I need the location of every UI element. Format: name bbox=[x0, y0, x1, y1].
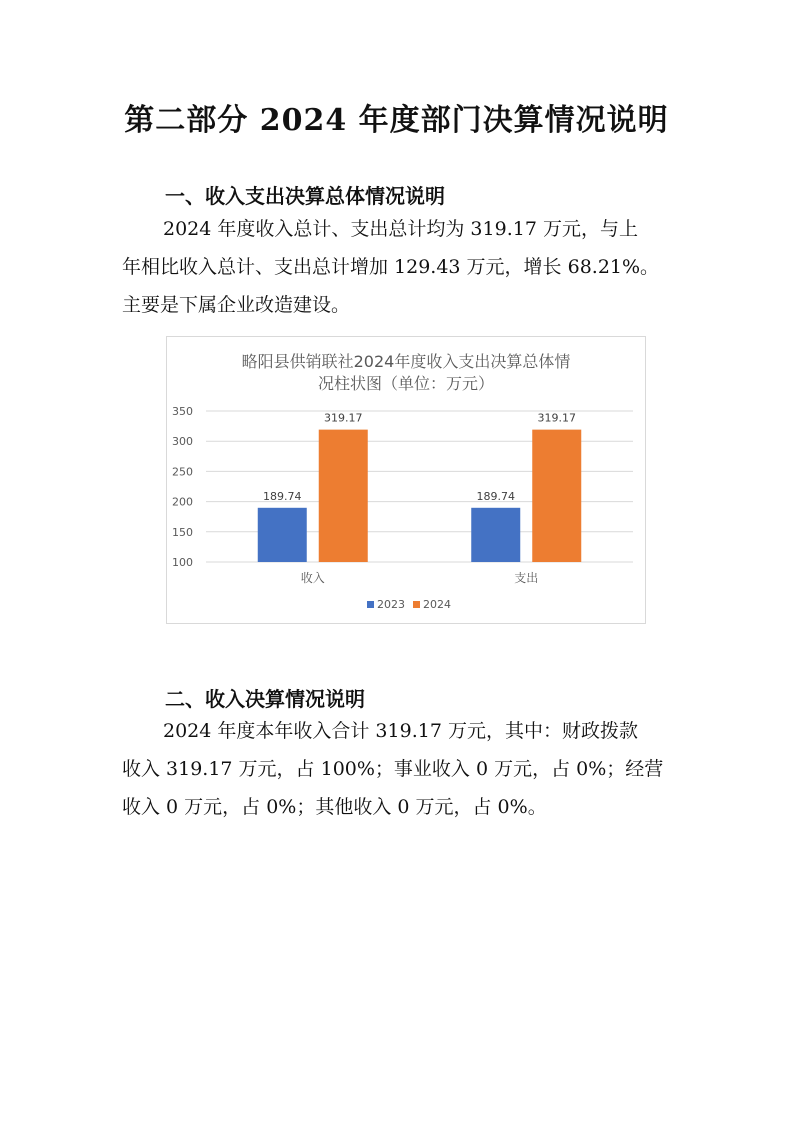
chart-title-line: 略阳县供销联社2024年度收入支出决算总体情 bbox=[241, 352, 571, 371]
section-2-heading: 二、收入决算情况说明 bbox=[165, 687, 365, 711]
y-tick-label: 350 bbox=[172, 405, 193, 418]
data-label: 319.17 bbox=[537, 411, 576, 425]
bar-2023 bbox=[258, 508, 307, 562]
paragraph-line: 2024 年度收入总计、支出总计均为 319.17 万元，与上 bbox=[163, 218, 638, 240]
y-tick-label: 100 bbox=[172, 556, 193, 569]
paragraph-line: 主要是下属企业改造建设。 bbox=[122, 294, 351, 316]
legend-label: 2024 bbox=[423, 598, 451, 611]
x-category-label: 支出 bbox=[514, 571, 539, 585]
data-label: 189.74 bbox=[263, 489, 302, 503]
paragraph-line: 年相比收入总计、支出总计增加 129.43 万元，增长 68.21%。 bbox=[122, 256, 660, 278]
paragraph-line: 2024 年度本年收入合计 319.17 万元，其中：财政拨款 bbox=[163, 720, 638, 742]
section-1-paragraph bbox=[122, 210, 682, 324]
data-label: 319.17 bbox=[324, 411, 363, 425]
paragraph-line: 收入 0 万元，占 0%；其他收入 0 万元，占 0%。 bbox=[122, 796, 547, 818]
income-expense-bar-chart bbox=[166, 336, 646, 624]
y-tick-label: 300 bbox=[172, 435, 193, 449]
y-tick-label: 200 bbox=[172, 495, 193, 509]
legend-swatch-2023 bbox=[367, 601, 374, 608]
page-title: 第二部分 2024 年度部门决算情况说明 bbox=[124, 103, 669, 138]
legend-label: 2023 bbox=[377, 598, 405, 611]
y-tick-label: 150 bbox=[172, 525, 193, 539]
section-2-paragraph bbox=[122, 712, 682, 826]
chart-plot bbox=[167, 337, 645, 623]
paragraph-line: 收入 319.17 万元，占 100%；事业收入 0 万元，占 0%；经营 bbox=[122, 758, 664, 780]
bar-2024 bbox=[319, 430, 368, 562]
x-category-label: 收入 bbox=[300, 571, 325, 585]
bar-2024 bbox=[532, 430, 581, 562]
bar-2023 bbox=[471, 508, 520, 562]
legend-swatch-2024 bbox=[413, 601, 420, 608]
data-label: 189.74 bbox=[476, 489, 515, 503]
section-1-heading: 一、收入支出决算总体情况说明 bbox=[165, 184, 445, 208]
y-tick-label: 250 bbox=[172, 465, 193, 479]
chart-title-line: 况柱状图（单位：万元） bbox=[317, 374, 494, 393]
